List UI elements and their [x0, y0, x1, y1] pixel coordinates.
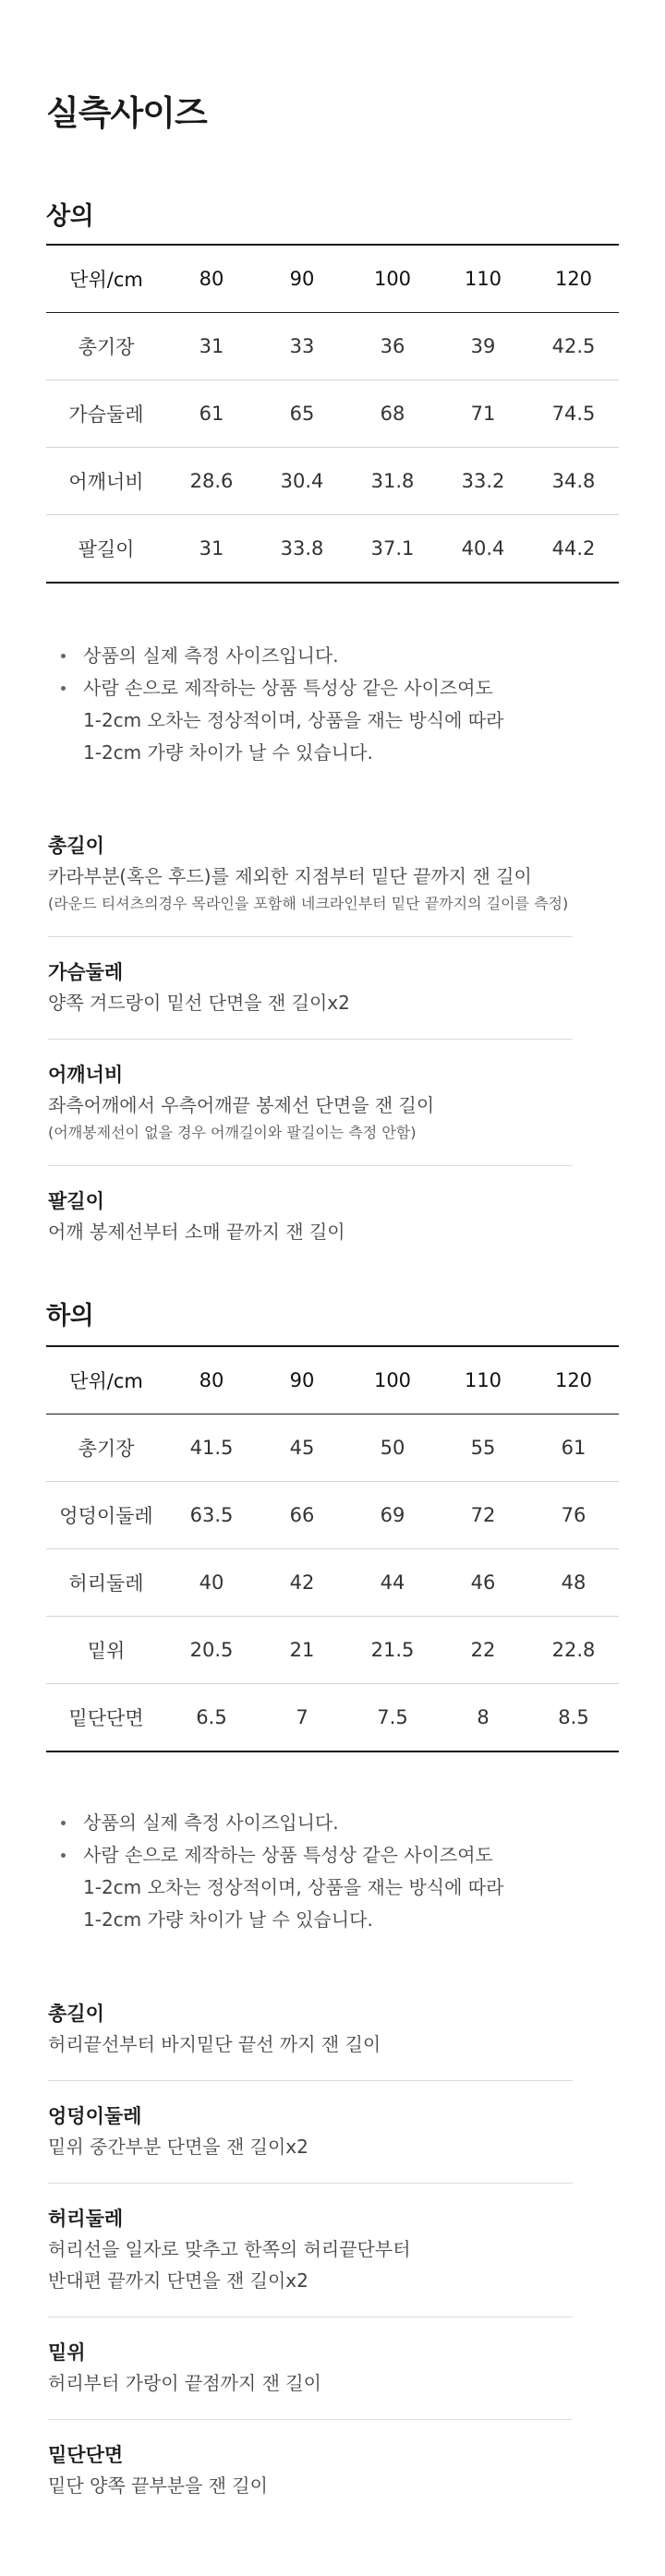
table-header-cell: 단위/cm: [46, 1346, 166, 1414]
table-cell: 55: [438, 1414, 528, 1482]
table-cell: 63.5: [166, 1482, 257, 1549]
definition-desc: 카라부분(혹은 후드)를 제외한 지점부터 밑단 끝까지 잰 길이: [48, 865, 532, 887]
table-cell: 밑단단면: [46, 1684, 166, 1752]
definition-term: 엉덩이둘레: [48, 2105, 142, 2127]
definition-desc: 좌측어깨에서 우측어깨끝 봉제선 단면을 잰 길이: [48, 1094, 435, 1116]
table-header-cell: 80: [166, 245, 257, 313]
table-cell: 가슴둘레: [46, 380, 166, 448]
table-cell: 71: [438, 380, 528, 448]
definition-item: [48, 1999, 573, 2081]
definition-term: 밑단단면: [48, 2444, 124, 2466]
definition-item: [48, 937, 573, 1040]
table-cell: 22.8: [528, 1617, 619, 1684]
table-cell: 31: [166, 515, 257, 584]
table-cell: 36: [347, 313, 438, 380]
table-cell: 46: [438, 1549, 528, 1617]
table-header-cell: 110: [438, 245, 528, 313]
top-notes: [57, 640, 611, 769]
definition-desc: 허리끝선부터 바지밑단 끝선 까지 잰 길이: [48, 2033, 381, 2055]
definition-term: 팔길이: [48, 1190, 104, 1212]
table-header-cell: 90: [257, 245, 347, 313]
table-cell: 61: [166, 380, 257, 448]
definition-item: [48, 831, 573, 937]
table-cell: 44.2: [528, 515, 619, 584]
table-cell: 28.6: [166, 448, 257, 515]
table-header-cell: 90: [257, 1346, 347, 1414]
table-cell: 65: [257, 380, 347, 448]
table-row: [46, 313, 619, 380]
table-row: [46, 1414, 619, 1482]
table-cell: 40: [166, 1549, 257, 1617]
table-cell: 8: [438, 1684, 528, 1752]
table-cell: 34.8: [528, 448, 619, 515]
definition-note: (어깨봉제선이 없을 경우 어깨길이와 팔길이는 측정 안함): [48, 1124, 417, 1141]
table-cell: 39: [438, 313, 528, 380]
table-cell: 어깨너비: [46, 448, 166, 515]
table-cell: 72: [438, 1482, 528, 1549]
top-size-table: [46, 244, 619, 584]
table-header-cell: 100: [347, 245, 438, 313]
bottom-notes: [57, 1807, 611, 1936]
definition-desc: 어깨 봉제선부터 소매 끝까지 잰 길이: [48, 1221, 345, 1243]
definition-term: 총길이: [48, 2003, 104, 2025]
table-header-cell: 120: [528, 245, 619, 313]
definition-note: (라운드 티셔츠의경우 목라인을 포함해 네크라인부터 밑단 끝까지의 길이를 측정): [48, 895, 569, 912]
table-cell: 8.5: [528, 1684, 619, 1752]
definition-desc: 양쪽 겨드랑이 밑선 단면을 잰 길이x2: [48, 992, 350, 1014]
table-cell: 7: [257, 1684, 347, 1752]
table-cell: 31.8: [347, 448, 438, 515]
table-row: [46, 448, 619, 515]
page-title: 실측사이즈: [46, 93, 207, 133]
bottom-section-title: 하의: [46, 1302, 94, 1330]
table-cell: 총기장: [46, 313, 166, 380]
table-cell: 총기장: [46, 1414, 166, 1482]
table-cell: 31: [166, 313, 257, 380]
table-header-cell: 100: [347, 1346, 438, 1414]
definition-term: 허리둘레: [48, 2208, 124, 2230]
table-cell: 37.1: [347, 515, 438, 584]
table-cell: 21.5: [347, 1617, 438, 1684]
definition-term: 총길이: [48, 835, 104, 857]
note-item: 사람 손으로 제작하는 상품 특성상 같은 사이즈여도 1-2cm 오차는 정상적이며, 상품을 재는 방식에 따라 1-2cm 가량 차이가 날 수 있습니다.: [57, 672, 611, 769]
table-cell: 50: [347, 1414, 438, 1482]
table-cell: 22: [438, 1617, 528, 1684]
table-cell: 밑위: [46, 1617, 166, 1684]
table-cell: 42.5: [528, 313, 619, 380]
definition-item: [48, 2081, 573, 2184]
table-cell: 68: [347, 380, 438, 448]
table-header-cell: 120: [528, 1346, 619, 1414]
table-header-cell: 단위/cm: [46, 245, 166, 313]
top-section-title: 상의: [46, 202, 94, 231]
table-row: [46, 1549, 619, 1617]
table-row: [46, 515, 619, 584]
table-header-cell: 110: [438, 1346, 528, 1414]
note-item: 사람 손으로 제작하는 상품 특성상 같은 사이즈여도 1-2cm 오차는 정상적이며, 상품을 재는 방식에 따라 1-2cm 가량 차이가 날 수 있습니다.: [57, 1839, 611, 1936]
table-cell: 21: [257, 1617, 347, 1684]
table-cell: 엉덩이둘레: [46, 1482, 166, 1549]
table-cell: 40.4: [438, 515, 528, 584]
definition-term: 밑위: [48, 2341, 86, 2364]
table-cell: 66: [257, 1482, 347, 1549]
definition-desc: 밑단 양쪽 끝부분을 잰 길이: [48, 2474, 268, 2497]
table-cell: 20.5: [166, 1617, 257, 1684]
table-cell: 허리둘레: [46, 1549, 166, 1617]
table-cell: 41.5: [166, 1414, 257, 1482]
definition-desc: 밑위 중간부분 단면을 잰 길이x2: [48, 2136, 308, 2158]
table-header-row: [46, 1346, 619, 1414]
table-cell: 76: [528, 1482, 619, 1549]
note-item: 상품의 실제 측정 사이즈입니다.: [57, 1807, 611, 1839]
table-row: [46, 1617, 619, 1684]
table-cell: 48: [528, 1549, 619, 1617]
table-cell: 42: [257, 1549, 347, 1617]
table-cell: 45: [257, 1414, 347, 1482]
definition-item: [48, 2184, 573, 2317]
table-row: [46, 1482, 619, 1549]
definition-desc: 허리선을 일자로 맞추고 한쪽의 허리끝단부터 반대편 끝까지 단면을 잰 길이x2: [48, 2238, 411, 2292]
bottom-definitions: [48, 1999, 573, 2522]
table-cell: 30.4: [257, 448, 347, 515]
definition-desc: 허리부터 가랑이 끝점까지 잰 길이: [48, 2372, 321, 2394]
note-item: 상품의 실제 측정 사이즈입니다.: [57, 640, 611, 672]
definition-term: 어깨너비: [48, 1064, 124, 1086]
bottom-size-table: [46, 1345, 619, 1752]
table-header-cell: 80: [166, 1346, 257, 1414]
top-definitions: [48, 831, 573, 1268]
table-row: [46, 380, 619, 448]
definition-item: [48, 2420, 573, 2522]
table-header-row: [46, 245, 619, 313]
table-cell: 69: [347, 1482, 438, 1549]
definition-item: [48, 1040, 573, 1166]
table-cell: 33.2: [438, 448, 528, 515]
table-cell: 7.5: [347, 1684, 438, 1752]
table-cell: 팔길이: [46, 515, 166, 584]
table-cell: 33: [257, 313, 347, 380]
table-cell: 74.5: [528, 380, 619, 448]
table-cell: 33.8: [257, 515, 347, 584]
table-row: [46, 1684, 619, 1752]
table-cell: 44: [347, 1549, 438, 1617]
table-cell: 6.5: [166, 1684, 257, 1752]
definition-term: 가슴둘레: [48, 961, 124, 983]
definition-item: [48, 1166, 573, 1268]
definition-item: [48, 2317, 573, 2420]
table-cell: 61: [528, 1414, 619, 1482]
